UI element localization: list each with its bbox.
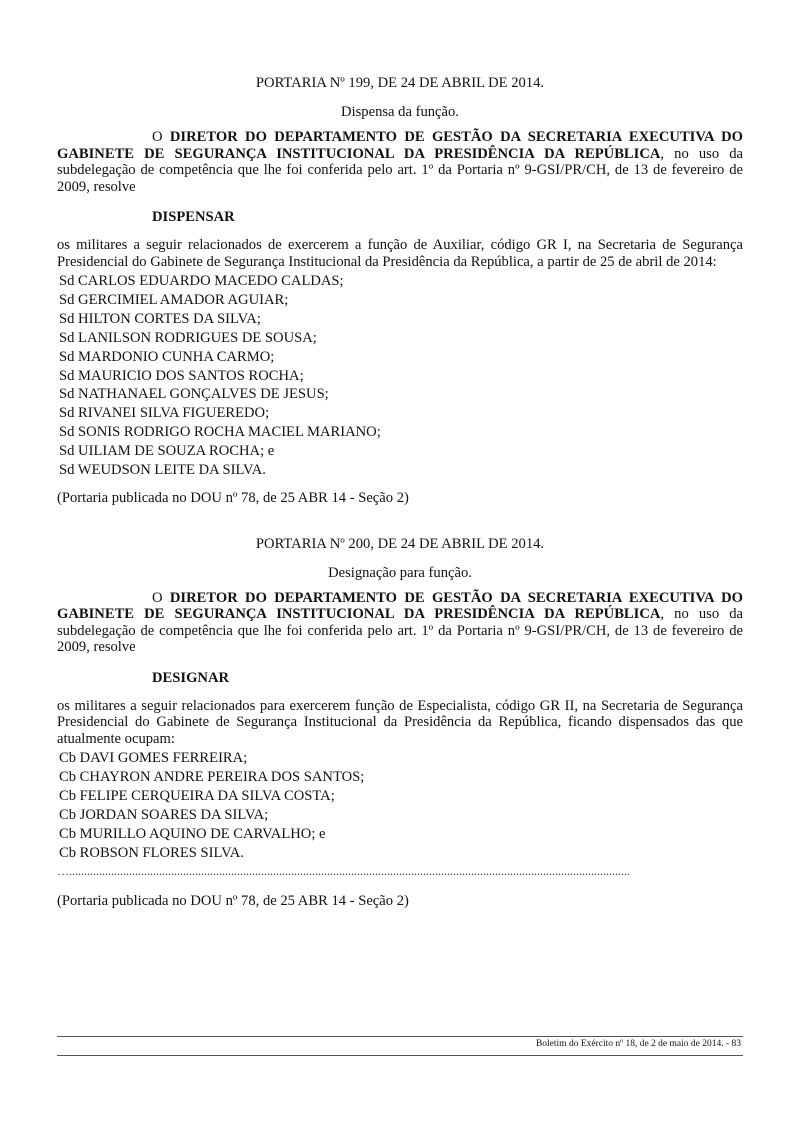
intro-prefix: O xyxy=(152,129,170,145)
list-item: Sd RIVANEI SILVA FIGUEREDO; xyxy=(59,405,270,422)
dotted-separator: …........................................................................................................................................................................................... xyxy=(57,863,630,878)
list-item: Sd MAURICIO DOS SANTOS ROCHA; xyxy=(59,367,304,384)
portaria-199 xyxy=(57,74,743,507)
list-item: Sd SONIS RODRIGO ROCHA MACIEL MARIANO; xyxy=(59,424,381,441)
intro-authority: DIRETOR DO DEPARTAMENTO DE GESTÃO DA SECRETARIA EXECUTIVA DO GABINETE DE SEGURANÇA INSTITUCIONAL DA PRESIDÊNCIA DA REPÚBLICA xyxy=(57,589,743,623)
portaria-verb: DISPENSAR xyxy=(152,209,235,225)
intro-prefix: O xyxy=(152,589,170,606)
list-item: Cb FELIPE CERQUEIRA DA SILVA COSTA; xyxy=(59,788,335,805)
list-item: Cb ROBSON FLORES SILVA. xyxy=(59,845,244,861)
portaria-subject: Designação para função. xyxy=(328,564,472,581)
publication-note: (Portaria publicada no DOU nº 78, de 25 ABR 14 - Seção 2) xyxy=(57,892,409,909)
list-item: Sd NATHANAEL GONÇALVES DE JESUS; xyxy=(59,386,329,403)
footer-text: Boletim do Exército nº 18, de 2 de maio de 2014. - 83 xyxy=(535,1039,741,1049)
portaria-body: os militares a seguir relacionados para exercerem função de Especialista, código GR II, na Secretaria de Segurança Presidencial do Gabinete de Segurança Institucional da Presidência da República, ficando dispensados das que atualmente ocupam: xyxy=(57,697,743,747)
list-item: Sd GERCIMIEL AMADOR AGUIAR; xyxy=(59,291,289,308)
intro-rest: , no uso da subdelegação de competência que lhe foi conferida pelo art. 1º da Portaria nº 9-GSI/PR/CH, de 13 de fevereiro de 2009, resolve xyxy=(57,606,743,656)
list-item: Sd HILTON CORTES DA SILVA; xyxy=(59,310,261,327)
names-list xyxy=(57,749,743,862)
portaria-intro xyxy=(57,129,743,195)
list-item: Sd MARDONIO CUNHA CARMO; xyxy=(59,348,275,365)
portaria-200 xyxy=(57,535,743,910)
list-item: Cb MURILLO AQUINO DE CARVALHO; e xyxy=(59,826,326,843)
list-item: Sd WEUDSON LEITE DA SILVA. xyxy=(59,462,266,479)
list-item: Sd UILIAM DE SOUZA ROCHA; e xyxy=(59,443,275,460)
portaria-title: PORTARIA Nº 200, DE 24 DE ABRIL DE 2014. xyxy=(255,535,545,552)
page-footer xyxy=(57,1036,743,1056)
names-list xyxy=(57,272,743,480)
list-item: Sd CARLOS EDUARDO MACEDO CALDAS; xyxy=(59,273,344,289)
portaria-intro xyxy=(57,590,743,656)
list-item: Cb CHAYRON ANDRE PEREIRA DOS SANTOS; xyxy=(59,769,365,786)
document-page xyxy=(57,74,743,910)
list-item: Cb DAVI GOMES FERREIRA; xyxy=(59,750,248,767)
portaria-verb: DESIGNAR xyxy=(152,669,230,686)
intro-rest: , no uso da subdelegação de competência que lhe foi conferida pelo art. 1º da Portaria nº 9-GSI/PR/CH, de 13 de fevereiro de 2009, resolve xyxy=(57,145,743,195)
portaria-body: os militares a seguir relacionados de exercerem a função de Auxiliar, código GR I, na Secretaria de Segurança Presidencial do Gabinete de Segurança Institucional da Presidência da República, a partir de 25 de abril de 2014: xyxy=(57,237,743,270)
portaria-title: PORTARIA Nº 199, DE 24 DE ABRIL DE 2014. xyxy=(255,75,545,91)
publication-note: (Portaria publicada no DOU nº 78, de 25 ABR 14 - Seção 2) xyxy=(57,489,409,506)
intro-authority: DIRETOR DO DEPARTAMENTO DE GESTÃO DA SECRETARIA EXECUTIVA DO GABINETE DE SEGURANÇA INSTITUCIONAL DA PRESIDÊNCIA DA REPÚBLICA xyxy=(57,129,743,162)
list-item: Sd LANILSON RODRIGUES DE SOUSA; xyxy=(59,329,317,346)
list-item: Cb JORDAN SOARES DA SILVA; xyxy=(59,807,269,824)
portaria-subject: Dispensa da função. xyxy=(341,104,459,120)
